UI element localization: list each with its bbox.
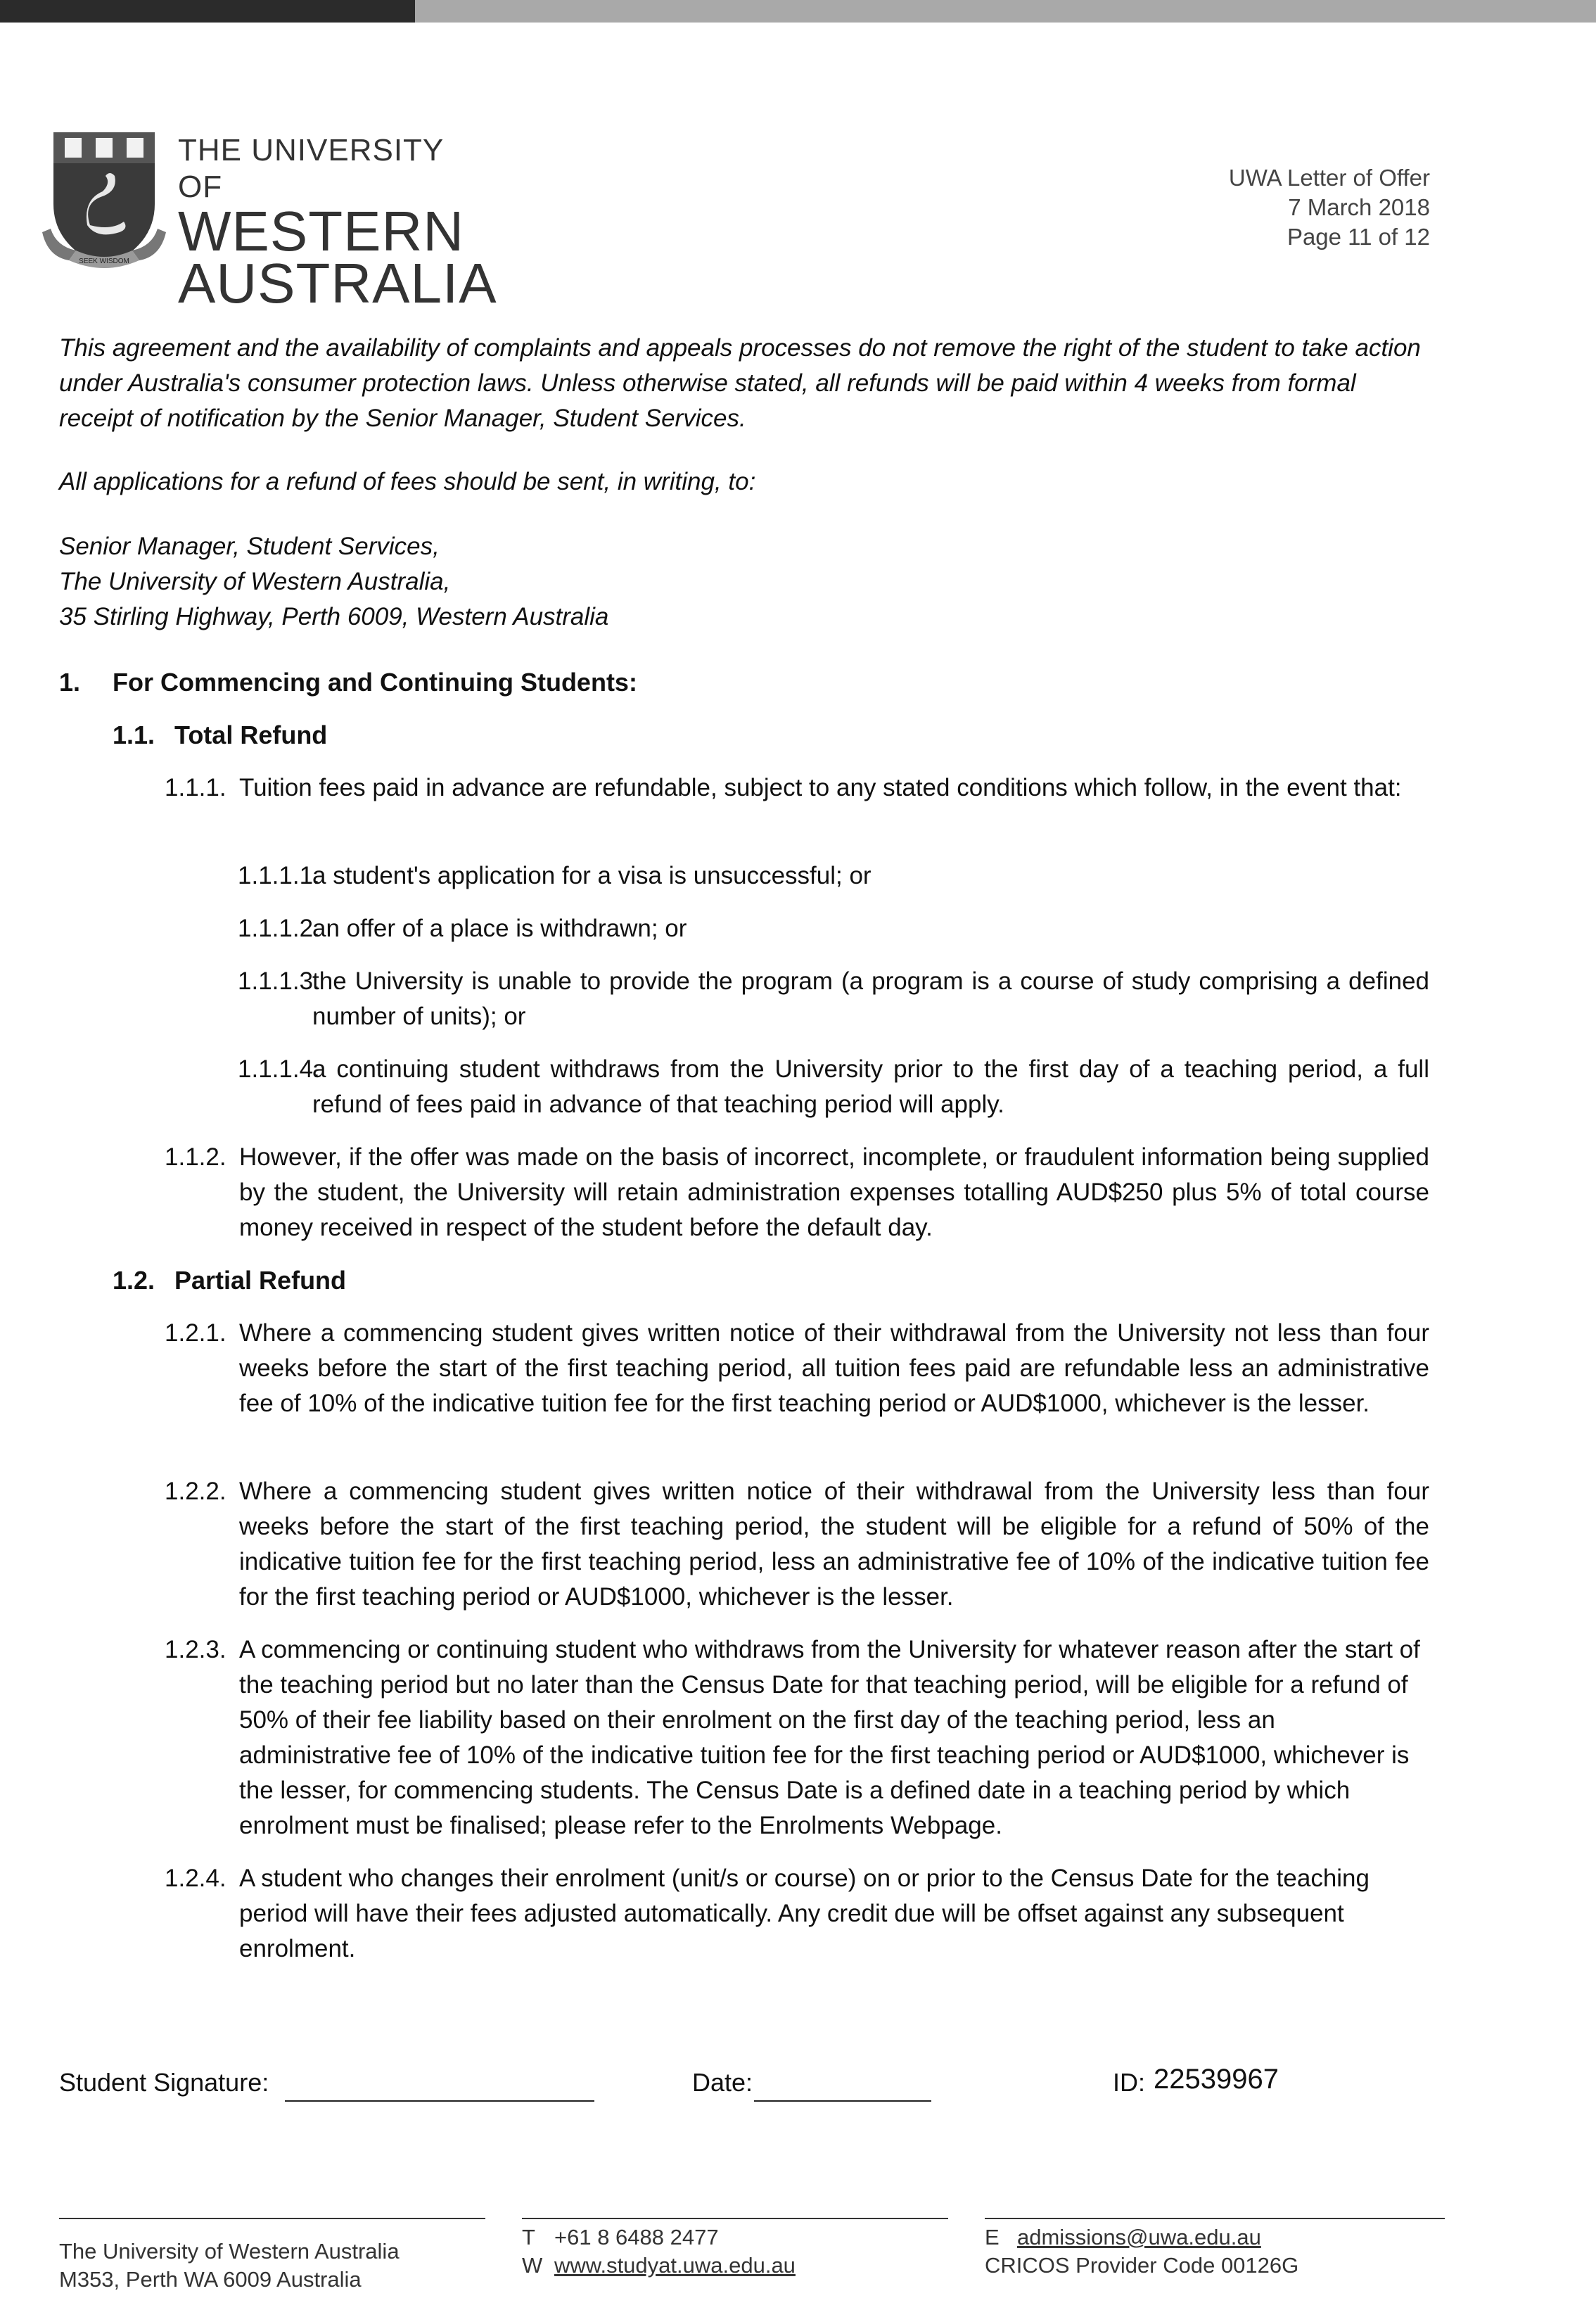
clause-number: 1.2.4. (165, 1865, 226, 1892)
address-line-3: 35 Stirling Highway, Perth 6009, Western Australia (59, 603, 609, 630)
document-date: 7 March 2018 (1288, 194, 1430, 220)
clause-text: Where a commencing student gives written notice of their withdrawal from the University less than four weeks before the start of the first teaching period, the student will be eligible for a refund of 50% of the indicative tuition fee for the first teaching period, less an administrative fee of 10% of the indicative tuition fee for the first teaching period or AUD$1000, whichever is the lesser. (239, 1478, 1429, 1611)
footer-email-cricos (985, 2223, 1298, 2280)
clause-1-2-1 (165, 1316, 1429, 1421)
clause-text: Where a commencing student gives written notice of their withdrawal from the University not less than four weeks before the start of the first teaching period, all tuition fees paid are refundable less an administrative fee of 10% of the indicative tuition fee for the first teaching period or AUD$1000, whichever is the lesser. (239, 1319, 1429, 1417)
logo-line-2: WESTERN (178, 200, 464, 262)
footer-phone: +61 8 6488 2477 (554, 2225, 719, 2249)
phone-label: T (522, 2225, 535, 2249)
top-bar-light (415, 0, 1596, 23)
clause-1-1-1-2 (238, 911, 1429, 946)
clause-1-2-2 (165, 1474, 1429, 1615)
section-number: 1. (59, 668, 81, 697)
clause-text: Tuition fees paid in advance are refundable, subject to any stated conditions which follow, in the event that: (239, 774, 1402, 801)
footer-contact (522, 2223, 796, 2280)
section-number: 1.2. (113, 1266, 155, 1295)
student-signature-label: Student Signature: (59, 2068, 269, 2097)
letter-header-meta (1229, 163, 1430, 252)
clause-number: 1.1.1.2. (238, 915, 320, 942)
section-title: Total Refund (174, 720, 328, 749)
clause-text: a student's application for a visa is unsuccessful; or (312, 862, 872, 889)
clause-number: 1.2.2. (165, 1478, 226, 1505)
logo-wordmark (178, 132, 497, 315)
student-signature-line[interactable] (285, 2100, 594, 2102)
clause-text: However, if the offer was made on the basis of incorrect, incomplete, or fraudulent information being supplied by the student, the University will retain administration expenses totalling AUD$250 plus 5% of total course money received in respect of the student before the default day. (239, 1143, 1429, 1241)
footer-address (59, 2237, 400, 2294)
date-line[interactable] (754, 2100, 931, 2102)
section-title: For Commencing and Continuing Students: (113, 668, 637, 697)
page-number: Page 11 of 12 (1287, 224, 1430, 250)
footer-cricos: CRICOS Provider Code 00126G (985, 2253, 1299, 2278)
clause-number: 1.1.2. (165, 1143, 226, 1171)
clause-number: 1.1.1. (165, 774, 226, 801)
section-heading-1 (59, 665, 637, 700)
logo-line-3: AUSTRALIA (178, 252, 497, 315)
email-label: E (985, 2225, 1000, 2249)
intro-paragraph: This agreement and the availability of complaints and appeals processes do not remove the right of the student to take action under Australia's consumer protection laws. Unless otherwise stated, all refunds will be paid within 4 weeks from formal receipt of notification by the Senior Manager, Student Services. (59, 334, 1421, 432)
clause-text: the University is unable to provide the program (a program is a course of study comprising a defined number of units); or (312, 967, 1429, 1030)
clause-text: A student who changes their enrolment (unit/s or course) on or prior to the Census Date for the teaching period will have their fees adjusted automatically. Any credit due will be offset against any subsequent enrolment. (239, 1865, 1370, 1962)
clause-1-1-2 (165, 1140, 1429, 1245)
refund-application-instruction: All applications for a refund of fees should be sent, in writing, to: (59, 468, 756, 495)
clause-1-1-1 (165, 770, 1429, 806)
university-logo (41, 127, 497, 315)
clause-number: 1.2.1. (165, 1319, 226, 1347)
refund-address (59, 529, 903, 635)
university-crest-icon (41, 127, 167, 274)
clause-1-2-3 (165, 1632, 1429, 1843)
footer-divider (522, 2218, 948, 2219)
address-line-2: The University of Western Australia, (59, 568, 451, 595)
address-line-1: Senior Manager, Student Services, (59, 533, 440, 560)
logo-line-1: THE UNIVERSITY OF (178, 133, 444, 204)
footer-email-link[interactable]: admissions@uwa.edu.au (1017, 2225, 1261, 2249)
section-number: 1.1. (113, 720, 155, 749)
clause-text: A commencing or continuing student who withdraws from the University for whatever reason after the start of the teaching period but no later than the Census Date for that teaching period, will be eligible for a refund of 50% of their fee liability based on their enrolment on the first day of the teaching period, less an administrative fee of 10% of the indicative tuition fee for the first teaching period or AUD$1000, whichever is the lesser, for commencing students. The Census Date is a defined date in a teaching period by which enrolment must be finalised; please refer to the Enrolments Webpage. (239, 1636, 1420, 1839)
website-label: W (522, 2253, 543, 2278)
logo-motto: SEEK WISDOM (79, 258, 129, 265)
clause-1-1-1-3 (238, 964, 1429, 1034)
footer-org-line-2: M353, Perth WA 6009 Australia (59, 2267, 362, 2292)
clause-text: an offer of a place is withdrawn; or (312, 915, 687, 942)
footer-org-line-1: The University of Western Australia (59, 2239, 400, 2264)
clause-1-1-1-1 (238, 858, 1429, 894)
clause-1-2-4 (165, 1861, 1429, 1967)
clause-text: a continuing student withdraws from the University prior to the first day of a teaching period, a full refund of fees paid in advance of that teaching period will apply. (312, 1055, 1429, 1118)
section-heading-1-2 (113, 1263, 346, 1298)
section-title: Partial Refund (174, 1266, 347, 1295)
student-id-value: 22539967 (1154, 2064, 1279, 2095)
section-heading-1-1 (113, 718, 327, 753)
clause-1-1-1-4 (238, 1052, 1429, 1122)
footer-divider (59, 2218, 485, 2219)
clause-number: 1.2.3. (165, 1636, 226, 1663)
clause-number: 1.1.1.3. (238, 967, 320, 995)
date-label: Date: (692, 2068, 753, 2097)
document-title: UWA Letter of Offer (1228, 165, 1430, 191)
clause-number: 1.1.1.4. (238, 1055, 320, 1083)
footer-divider (985, 2218, 1445, 2219)
footer-website-link[interactable]: www.studyat.uwa.edu.au (554, 2253, 796, 2278)
student-id-label: ID: (1113, 2068, 1146, 2097)
top-bar-dark (0, 0, 415, 23)
clause-number: 1.1.1.1. (238, 862, 320, 889)
